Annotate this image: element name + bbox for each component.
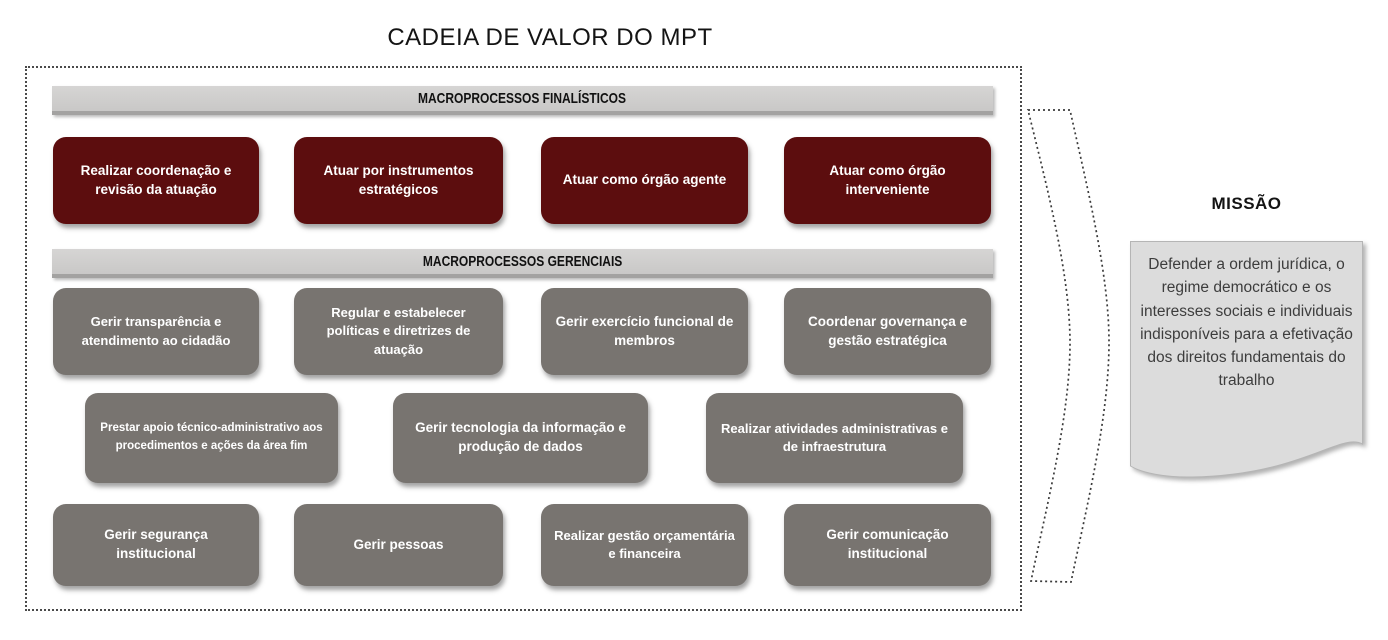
process-box-tecnologia: Gerir tecnologia da informação e produção de dados <box>393 393 648 483</box>
process-box-orcamentaria: Realizar gestão orçamentária e financeira <box>541 504 748 586</box>
process-box-politicas: Regular e estabelecer políticas e diretrizes de atuação <box>294 288 503 375</box>
process-box-seguranca: Gerir segurança institucional <box>53 504 259 586</box>
process-box-instrumentos: Atuar por instrumentos estratégicos <box>294 137 503 224</box>
process-box-coordenacao: Realizar coordenação e revisão da atuação <box>53 137 259 224</box>
header-macroprocessos-finalisticos <box>52 86 993 115</box>
process-box-transparencia: Gerir transparência e atendimento ao cidadão <box>53 288 259 375</box>
process-box-apoio-tecnico: Prestar apoio técnico-administrativo aos procedimentos e ações da área fim <box>85 393 338 483</box>
process-box-comunicacao: Gerir comunicação institucional <box>784 504 991 586</box>
chevron-connector-icon <box>1024 103 1116 589</box>
mission-card <box>1130 241 1363 491</box>
page-title: CADEIA DE VALOR DO MPT <box>387 24 713 51</box>
header-label: MACROPROCESSOS GERENCIAIS <box>422 253 623 270</box>
header-label: MACROPROCESSOS FINALÍSTICOS <box>418 90 627 107</box>
process-box-exercicio-funcional: Gerir exercício funcional de membros <box>541 288 748 375</box>
process-box-orgao-agente: Atuar como órgão agente <box>541 137 748 224</box>
mission-text: Defender a ordem jurídica, o regime democrático e os interesses sociais e individuais indisponíveis para a efetivação dos direitos fundamentais do trabalho <box>1140 256 1353 390</box>
process-box-governanca: Coordenar governança e gestão estratégica <box>784 288 991 375</box>
process-box-atividades-administrativas: Realizar atividades administrativas e de infraestrutura <box>706 393 963 483</box>
mission-title: MISSÃO <box>1211 194 1282 213</box>
process-box-orgao-interveniente: Atuar como órgão interveniente <box>784 137 991 224</box>
header-macroprocessos-gerenciais <box>52 249 993 278</box>
process-box-pessoas: Gerir pessoas <box>294 504 503 586</box>
